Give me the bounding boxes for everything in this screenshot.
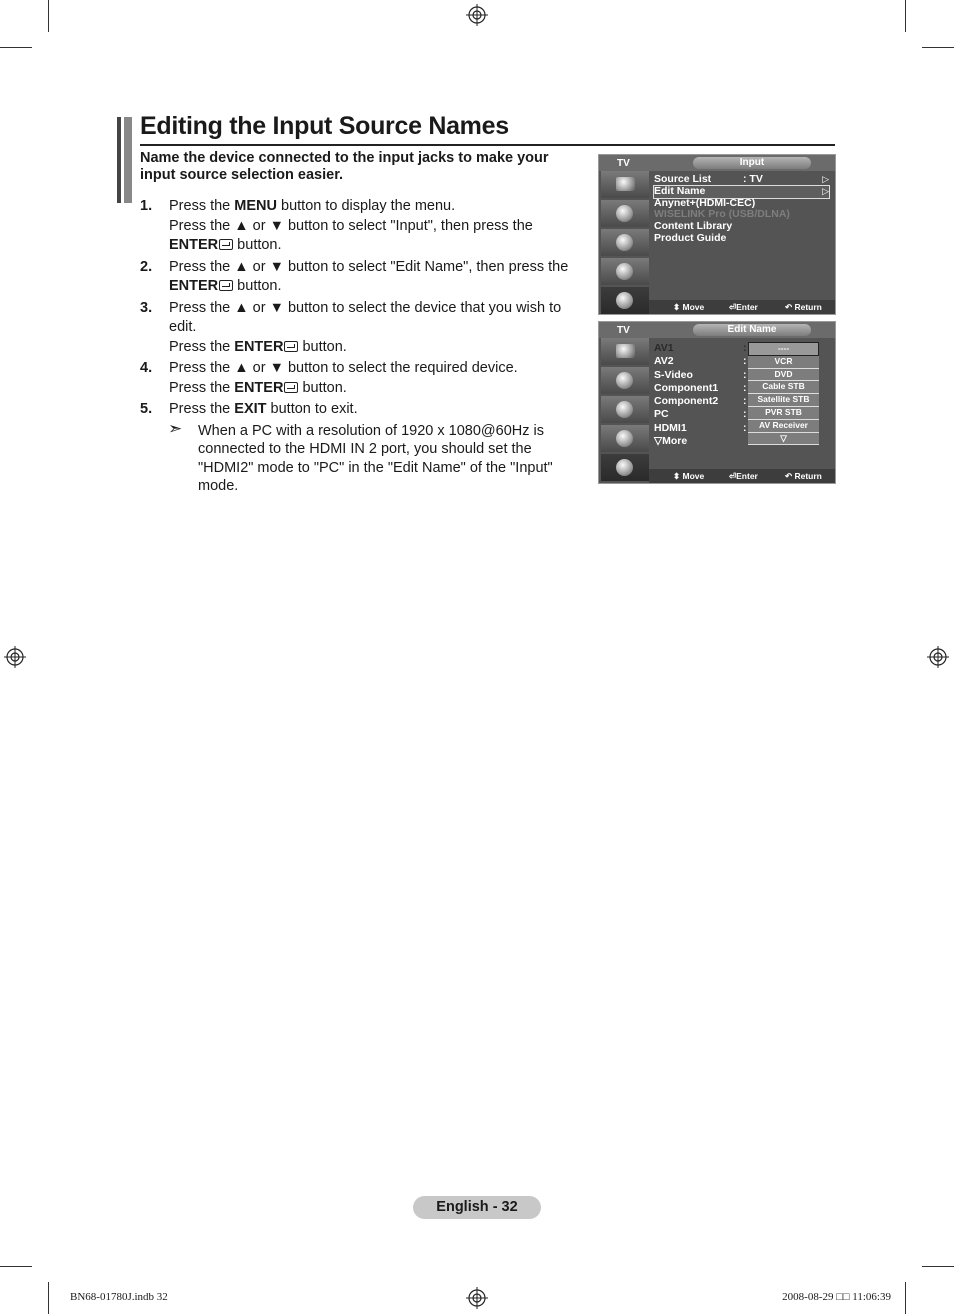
osd-footer [649, 469, 835, 483]
print-timestamp: 2008-08-29 □□ 11:06:39 [782, 1291, 891, 1303]
step-text: Press the [169, 338, 235, 355]
step-text: button to exit. [266, 401, 358, 417]
osd-colon: : [743, 381, 747, 394]
note-line: When a PC with a resolution of 1920 x 1080@60Hz is [198, 422, 544, 439]
sound-menu-icon [601, 200, 649, 227]
title-divider [140, 144, 835, 146]
crop-mark [905, 0, 906, 32]
step-line [169, 318, 585, 338]
osd-menu-header: Edit Name [693, 324, 811, 336]
enter-hint: ⏎Enter [729, 471, 758, 481]
step-item [140, 197, 585, 256]
setup-menu-icon [601, 425, 649, 452]
step-line [169, 236, 585, 256]
step-text: edit. [169, 319, 197, 335]
registration-mark-icon [466, 1287, 488, 1309]
osd-source-list [654, 342, 749, 448]
note-line: "HDMI2" mode to "PC" in the "Edit Name" of the "Input" [198, 459, 553, 476]
device-option[interactable]: ▽ [748, 433, 819, 446]
button-keyword: ENTER [169, 237, 219, 253]
note-line: connected to the HDMI IN 2 port, you should set the [198, 441, 532, 457]
channel-menu-icon [601, 396, 649, 423]
osd-tv-label: TV [617, 325, 630, 336]
osd-source-label: PC [654, 408, 669, 421]
step-item [140, 258, 585, 297]
step-line [169, 338, 585, 358]
osd-icon-column [601, 338, 649, 483]
crop-mark [48, 0, 49, 32]
note [140, 418, 585, 496]
registration-mark-icon [4, 646, 26, 668]
steps-list [140, 197, 585, 496]
osd-item-label: Product Guide [654, 231, 727, 244]
osd-menu-item[interactable] [654, 233, 829, 245]
step-text: Press the ▲ or ▼ button to select "Edit Name", then press the [169, 258, 569, 275]
device-option[interactable]: ---- [748, 342, 819, 356]
enter-icon [219, 239, 233, 250]
step-line [169, 400, 585, 420]
osd-item-value: : TV [743, 173, 763, 185]
crop-mark [922, 1266, 954, 1267]
step-number: 4. [140, 360, 153, 376]
crop-mark [922, 47, 954, 48]
osd-menu-items [654, 174, 829, 245]
crop-mark [905, 1282, 906, 1314]
step-line [169, 277, 585, 297]
button-keyword: ENTER [169, 278, 219, 294]
osd-input-menu [598, 154, 836, 315]
button-keyword: ENTER [234, 379, 284, 396]
crop-mark [48, 1282, 49, 1314]
osd-colon: : [743, 368, 747, 381]
step-text: Press the ▲ or ▼ button to select the device that you wish to [169, 299, 562, 316]
move-hint: ⬍ Move [673, 302, 705, 312]
osd-source-row[interactable] [654, 435, 749, 448]
return-hint: ↶ Return [785, 471, 822, 481]
osd-item-label: Edit Name [654, 184, 706, 197]
device-option[interactable]: PVR STB [748, 407, 819, 420]
osd-source-label: S-Video [654, 368, 693, 381]
osd-source-row[interactable] [654, 395, 749, 408]
crop-mark [0, 1266, 32, 1267]
osd-icon-column [601, 171, 649, 316]
setup-menu-icon [601, 258, 649, 285]
osd-source-row[interactable] [654, 342, 749, 355]
osd-menu-header: Input [693, 157, 811, 169]
step-line [169, 379, 585, 399]
picture-menu-icon [601, 338, 649, 365]
registration-mark-icon [927, 646, 949, 668]
step-item [140, 359, 585, 398]
submenu-arrow-icon: ▷ [822, 185, 829, 196]
osd-colon: : [743, 408, 747, 421]
osd-tv-label: TV [617, 158, 630, 169]
button-keyword: MENU [234, 198, 277, 214]
picture-menu-icon [601, 171, 649, 198]
registration-mark-icon [466, 4, 488, 26]
osd-source-label: AV2 [654, 355, 674, 368]
step-text: Press the ▲ or ▼ button to select "Input", then press the [169, 217, 533, 234]
osd-source-label: AV1 [654, 342, 674, 354]
step-line [169, 359, 585, 379]
device-option[interactable]: Cable STB [748, 381, 819, 394]
section-marker [124, 117, 132, 203]
crop-mark [0, 47, 32, 48]
osd-source-row[interactable] [654, 369, 749, 382]
input-menu-icon [601, 287, 649, 314]
return-hint: ↶ Return [785, 302, 822, 312]
step-number: 2. [140, 258, 153, 275]
button-keyword: EXIT [234, 401, 267, 417]
osd-item-label: Anynet+(HDMI-CEC) [654, 196, 756, 209]
step-text: Press the [169, 379, 235, 396]
osd-colon: : [743, 395, 747, 408]
step-line [169, 217, 585, 237]
osd-colon: : [743, 355, 747, 368]
osd-item-label: WISELINK Pro (USB/DLNA) [654, 208, 790, 221]
step-text: Press the [169, 198, 235, 214]
osd-colon: : [743, 421, 747, 434]
input-menu-icon [601, 454, 649, 481]
print-file-info: BN68-01780J.indb 32 [70, 1291, 168, 1303]
button-keyword: ENTER [234, 338, 284, 355]
page-title: Editing the Input Source Names [140, 112, 509, 140]
enter-icon [284, 341, 298, 352]
step-line [169, 197, 585, 217]
section-marker [117, 117, 121, 203]
osd-footer [649, 300, 835, 314]
step-text: button. [298, 338, 347, 355]
step-text: Press the [169, 401, 235, 417]
enter-hint: ⏎Enter [729, 302, 758, 312]
move-hint: ⬍ Move [673, 471, 705, 481]
channel-menu-icon [601, 229, 649, 256]
step-text: button. [233, 278, 282, 294]
step-line [169, 299, 585, 319]
device-option[interactable]: DVD [748, 369, 819, 382]
osd-source-row[interactable] [654, 355, 749, 368]
device-option[interactable]: AV Receiver [748, 420, 819, 433]
enter-icon [284, 382, 298, 393]
enter-icon [219, 280, 233, 291]
step-number: 3. [140, 299, 153, 316]
page-number-badge: English - 32 [413, 1196, 541, 1219]
step-item [140, 400, 585, 420]
osd-source-label: Component2 [654, 395, 719, 408]
step-text: Press the ▲ or ▼ button to select the required device. [169, 360, 518, 376]
osd-item-label: Source List [654, 173, 712, 185]
step-line [169, 258, 585, 278]
osd-colon: : [743, 342, 747, 354]
step-text: button. [233, 237, 282, 253]
step-number: 5. [140, 401, 153, 417]
osd-edit-name-menu [598, 321, 836, 484]
osd-source-label: HDMI1 [654, 421, 687, 434]
step-text: button to display the menu. [276, 198, 456, 214]
osd-source-label: Component1 [654, 381, 719, 394]
note-arrow-icon: ➣ [168, 418, 183, 438]
osd-source-row[interactable] [654, 408, 749, 421]
osd-source-row[interactable] [654, 382, 749, 395]
note-line: mode. [198, 478, 239, 494]
osd-device-dropdown [748, 342, 819, 445]
osd-source-label: ▽More [654, 435, 688, 448]
step-number: 1. [140, 198, 153, 214]
intro-text: Name the device connected to the input jacks to make your input source selection easier. [140, 150, 549, 183]
osd-source-row[interactable] [654, 422, 749, 435]
sound-menu-icon [601, 367, 649, 394]
device-option[interactable]: VCR [748, 356, 819, 369]
step-text: button. [298, 379, 347, 396]
submenu-arrow-icon: ▷ [822, 174, 829, 184]
device-option[interactable]: Satellite STB [748, 394, 819, 407]
step-item [140, 299, 585, 358]
osd-item-label: Content Library [654, 220, 733, 233]
